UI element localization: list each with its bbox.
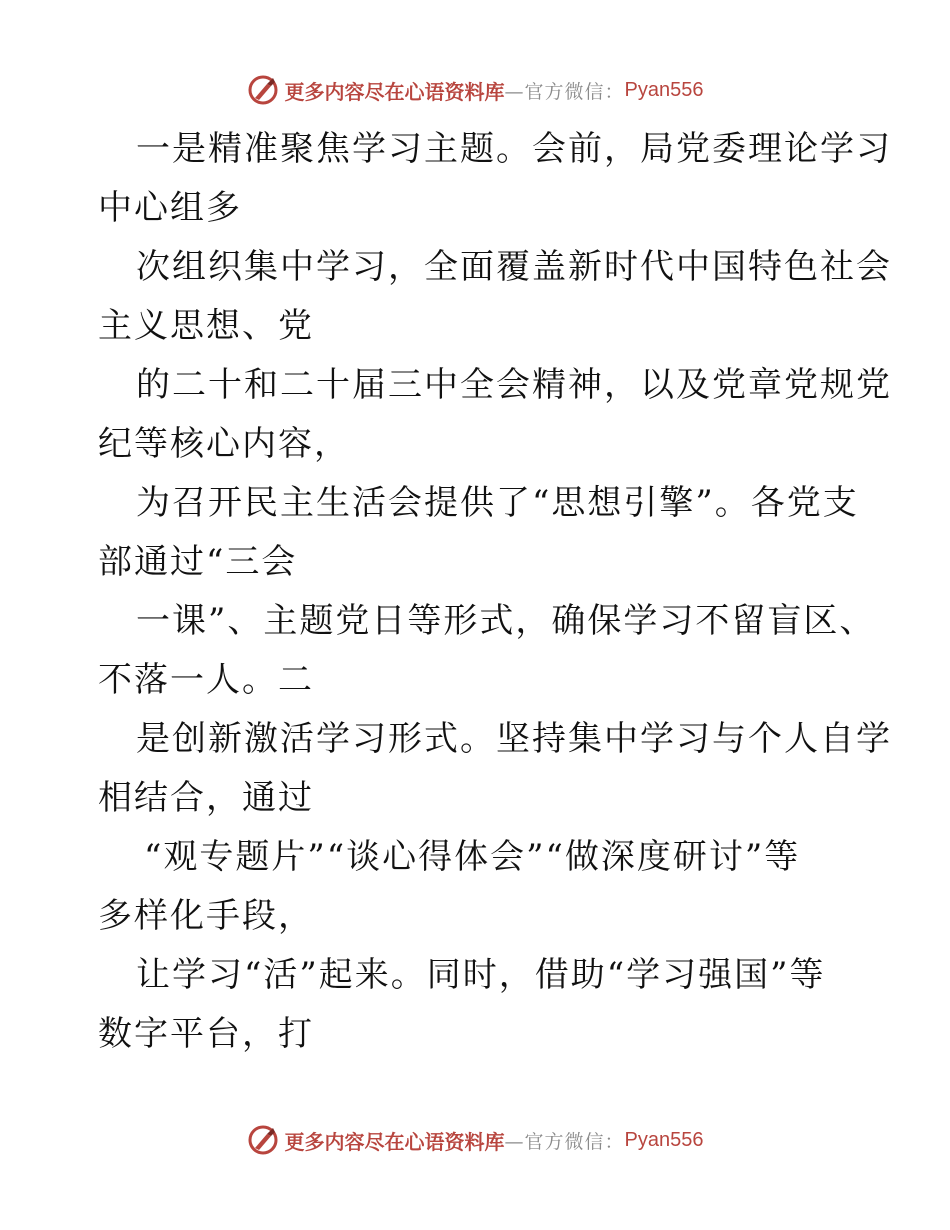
paragraph-line: 一课”、主题党日等形式，确保学习不留盲区、	[136, 601, 876, 641]
paragraph-line: 是创新激活学习形式。坚持集中学习与个人自学	[136, 719, 892, 759]
watermark-site-text: 更多内容尽在心语资料库	[284, 79, 505, 104]
paragraph-line: 让学习“活”起来。同时，借助“学习强国”等	[136, 955, 826, 995]
paragraph-line: 一是精准聚焦学习主题。会前，局党委理论学习	[136, 129, 892, 169]
paragraph-line: 次组织集中学习，全面覆盖新时代中国特色社会	[136, 247, 892, 287]
paragraph-line: 多样化手段，	[98, 896, 314, 936]
paragraph-line: 相结合，通过	[98, 778, 314, 818]
paragraph-line: 为召开民主生活会提供了“思想引擎”。各党支	[136, 483, 859, 523]
paragraph-line: “观专题片”“谈心得体会”“做深度研讨”等	[144, 837, 801, 877]
paragraph-line: 数字平台，打	[98, 1014, 314, 1054]
watermark-account: Pyan556	[624, 78, 704, 101]
paragraph-line: 部通过“三会	[98, 542, 298, 582]
document-body	[98, 120, 892, 1064]
paragraph-line: 主义思想、党	[98, 306, 314, 346]
paragraph-line: 中心组多	[98, 188, 242, 228]
pen-nib-circle-icon	[247, 1124, 279, 1156]
watermark-wechat-label: —官方微信：	[504, 80, 625, 103]
watermark-wechat-label: —官方微信：	[504, 1130, 625, 1153]
footer-watermark	[0, 1122, 950, 1158]
paragraph-line: 不落一人。二	[98, 660, 314, 700]
pen-nib-circle-icon	[247, 74, 279, 106]
watermark-account: Pyan556	[624, 1128, 704, 1151]
paragraph-line: 纪等核心内容，	[98, 424, 350, 464]
watermark-site-text: 更多内容尽在心语资料库	[284, 1129, 505, 1154]
header-watermark	[0, 72, 950, 108]
paragraph-line: 的二十和二十届三中全会精神，以及党章党规党	[136, 365, 892, 405]
